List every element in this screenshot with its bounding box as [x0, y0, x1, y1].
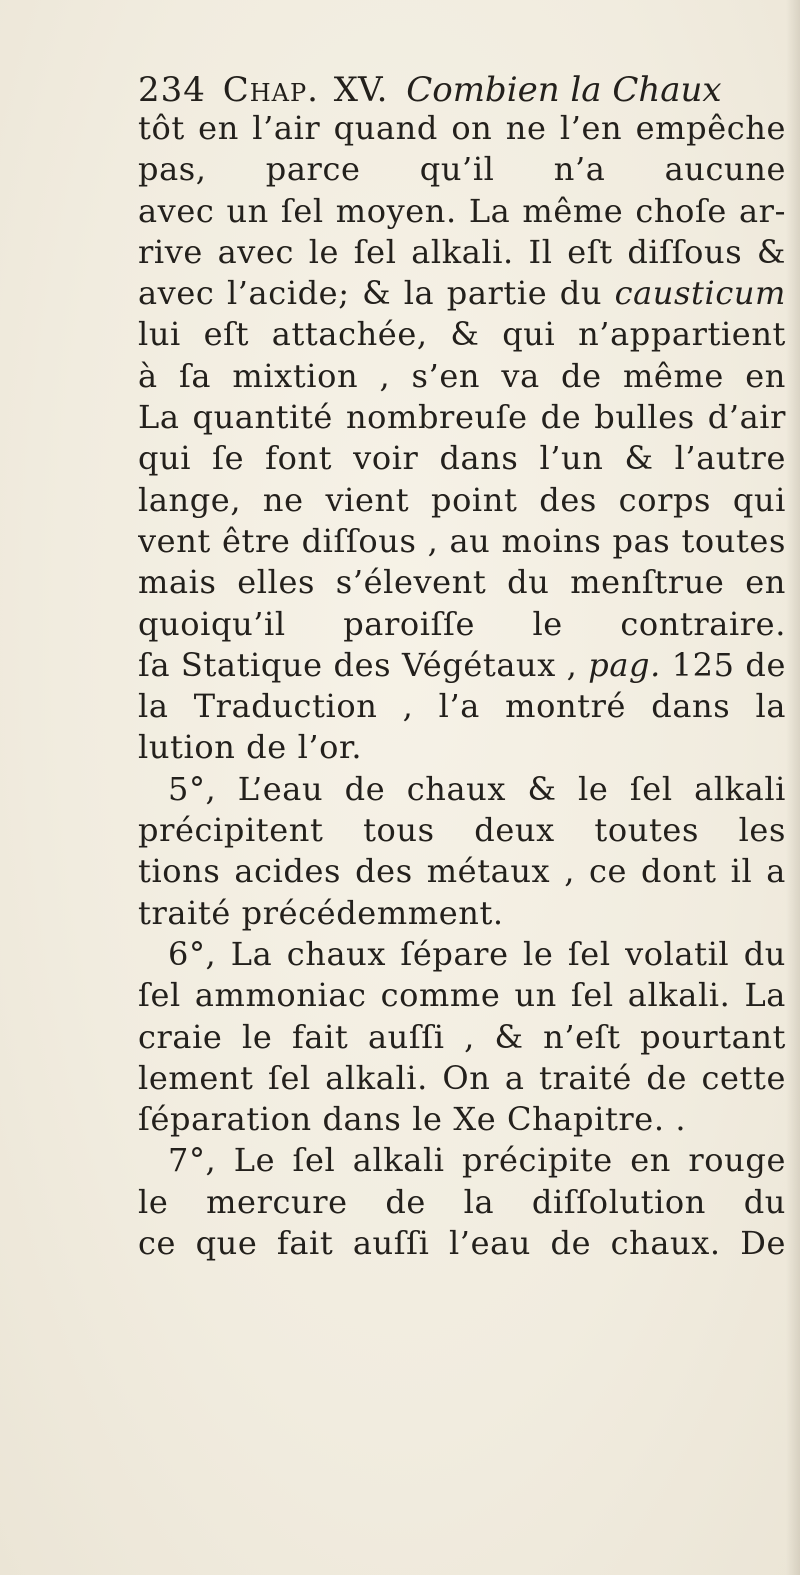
running-header	[138, 66, 722, 114]
text-line: 7°, Le ſel alkali précipite en rouge	[168, 1141, 786, 1180]
text-line: quoiqu’il paroiſſe le contraire.	[138, 604, 786, 643]
running-title: Combien la Chaux	[406, 70, 722, 110]
text-line: 5°, L’eau de chaux & le ſel alkali	[168, 769, 786, 808]
text-line: lui eſt attachée, & qui n’appartient	[138, 315, 786, 354]
text-line: lement ſel alkali. On a traité de cette	[138, 1058, 786, 1097]
text-line: vent être diſſous , au moins pas toutes	[138, 521, 786, 560]
text-line: ſéparation dans le Xe Chapitre. .	[138, 1100, 687, 1139]
text-line: ſel ammoniac comme un ſel alkali. La	[138, 976, 786, 1015]
text-line: le mercure de la diſſolution du	[138, 1182, 786, 1221]
text-line: la Traduction , l’a montré dans la	[138, 687, 786, 726]
text-line: lution de l’or.	[138, 728, 363, 767]
text-line: précipitent tous deux toutes les	[138, 811, 786, 850]
italic-word: causticum	[614, 274, 786, 313]
text-line: 6°, La chaux ſépare le ſel volatil du	[168, 934, 786, 973]
chapter-label: Chap.	[222, 70, 319, 110]
text-line: rive avec le ſel alkali. Il eſt diſſous &	[138, 232, 786, 271]
text-line: ce que fait auſſi l’eau de chaux. De	[138, 1224, 786, 1263]
chapter-number: XV.	[333, 70, 388, 110]
text-line: tions acides des métaux , ce dont il a	[138, 852, 786, 891]
text-line: à ſa mixtion , s’en va de même en	[138, 356, 786, 395]
text-line: qui ſe font voir dans l’un & l’autre	[138, 439, 786, 478]
text-line: lange, ne vient point des corps qui	[138, 480, 786, 519]
text-line: pas, parce qu’il n’a aucune	[138, 150, 786, 189]
text-line: mais elles s’élevent du menſtrue en	[138, 563, 786, 602]
body-text	[138, 108, 786, 1264]
text-line: avec un ſel moyen. La même choſe ar-	[138, 191, 786, 230]
text-line: ſa Statique des Végétaux , pag. 125 de	[138, 645, 786, 684]
text-line: La quantité nombreuſe de bulles d’air	[138, 398, 786, 437]
page-number: 234	[138, 70, 206, 110]
text-line: craie le fait auſſi , & n’eſt pourtant	[138, 1017, 786, 1056]
text-line: traité précédemment.	[138, 893, 504, 932]
text-line: avec l’acide; & la partie du causticum	[138, 274, 786, 313]
text-line: tôt en l’air quand on ne l’en empêche	[138, 109, 786, 147]
italic-word: pag.	[588, 645, 661, 684]
page-edge-shadow	[786, 0, 800, 1575]
